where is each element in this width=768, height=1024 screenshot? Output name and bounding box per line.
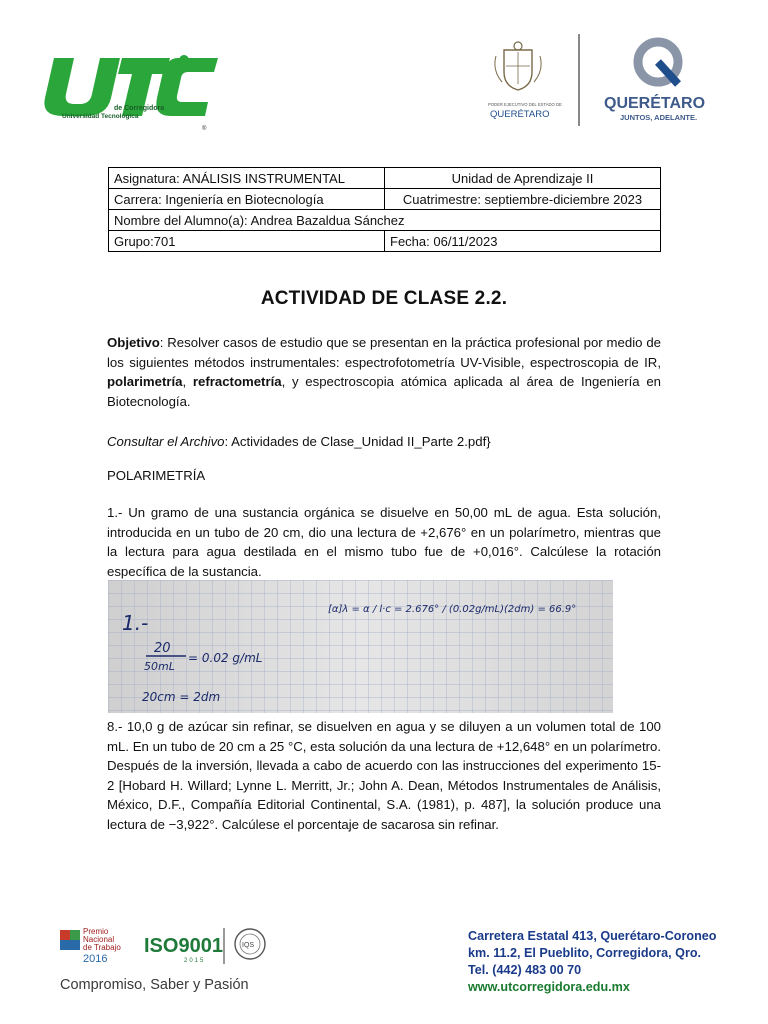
- premio-line3: de Trabajo: [83, 943, 121, 952]
- page-title: ACTIVIDAD DE CLASE 2.2.: [260, 288, 508, 309]
- objective-text: , y espectroscopia atómica aplicada al área de Ingeniería en Biotecnología.: [107, 374, 661, 409]
- consult-paragraph: [107, 432, 661, 452]
- note-frac-top: 20: [154, 641, 171, 656]
- objective-text: : Resolver casos de estudio que se presentan en la práctica profesional por medio de los siguientes métodos instrumentales: espectrofotometría UV-Visible, espectroscopia de IR,: [107, 335, 661, 370]
- table-cell: Unidad de Aprendizaje II: [385, 168, 661, 189]
- premio-line1: Premio: [83, 927, 109, 936]
- queretaro-logos: [486, 36, 726, 128]
- section-heading: POLARIMETRÍA: [107, 468, 206, 483]
- note-number: 1.-: [122, 611, 149, 635]
- table-cell: Grupo:701: [109, 231, 385, 252]
- iso-year: 2015: [184, 958, 206, 964]
- address-line-2: km. 11.2, El Pueblito, Corregidora, Qro.: [468, 946, 702, 960]
- consult-text: : Actividades de Clase_Unidad II_Parte 2.pdf}: [224, 434, 491, 449]
- question-1: 1.- Un gramo de una sustancia orgánica se disuelve en 50,00 mL de agua. Esta solución, introducida en un tubo de 20 cm, dio una lectura de +2,676° en un polarímetro, mientras que la lectura para agua destilada en el mismo tubo fue de +0,016°. Calcúlese la rotación específica de la sustancia.: [107, 505, 661, 579]
- uts-logo: [44, 50, 224, 132]
- premio-nacional-icon: [60, 930, 80, 950]
- qro-small-label: PODER EJECUTIVO DEL ESTADO DE: [488, 102, 562, 107]
- objective-label: Objetivo: [107, 335, 160, 350]
- note-frac-bottom: 50mL: [144, 660, 175, 673]
- website-link[interactable]: www.utcorregidora.edu.mx: [468, 980, 630, 994]
- objective-bold-polarimetria: polarimetría: [107, 374, 183, 389]
- objective-paragraph: [107, 333, 661, 411]
- uts-sub2: Universidad Tecnológica: [62, 113, 139, 120]
- info-table: [108, 167, 661, 252]
- iso-logo: ISO9001: [144, 935, 223, 957]
- note-concentration: = 0.02 g/mL: [188, 651, 263, 665]
- objective-text: ,: [182, 374, 193, 389]
- qro-brand: QUERÉTARO: [604, 95, 706, 112]
- table-row: [109, 231, 661, 252]
- objective-bold-refractometria: refractometría: [192, 374, 282, 389]
- queretaro-q-icon: [638, 42, 678, 84]
- table-row: [109, 189, 661, 210]
- table-cell: Cuatrimestre: septiembre-diciembre 2023: [385, 189, 661, 210]
- svg-text:IQS: IQS: [242, 942, 255, 949]
- table-cell: Nombre del Alumno(a): Andrea Bazaldua Sánchez: [109, 210, 661, 231]
- premio-line2: Nacional: [83, 935, 115, 944]
- note-length: 20cm = 2dm: [142, 690, 221, 704]
- qro-small-name: QUERÉTARO: [490, 109, 550, 120]
- table-row: [109, 168, 661, 189]
- premio-year: 2016: [83, 953, 108, 965]
- footer-address: [468, 928, 716, 996]
- note-formula: [α]λ = α / l·c = 2.676° / (0.02g/mL)(2dm) = 66.9°: [328, 604, 577, 615]
- footer-certification-logos: [58, 922, 278, 974]
- phone: Tel. (442) 483 00 70: [468, 963, 582, 977]
- coat-of-arms-icon: [495, 42, 541, 90]
- table-cell: Fecha: 06/11/2023: [385, 231, 661, 252]
- iqs-seal-icon: [235, 929, 265, 959]
- uts-sub1: de Corregidora: [114, 105, 165, 112]
- handwritten-solution-image: [108, 580, 613, 713]
- footer-slogan: Compromiso, Saber y Pasión: [60, 977, 249, 993]
- svg-text:®: ®: [202, 126, 207, 132]
- qro-tagline: JUNTOS, ADELANTE.: [620, 113, 698, 122]
- address-line-1: Carretera Estatal 413, Querétaro-Coroneo: [468, 929, 717, 943]
- question-8: 8.- 10,0 g de azúcar sin refinar, se disuelven en agua y se diluyen a un volumen total de 100 mL. En un tubo de 20 cm a 25 °C, esta solución da una lectura de +12,648° en un polarímetro. Después de la inversión, llevada a cabo de acuerdo con las instrucciones del experimento 15-2 [Hobard H. Willard; Lynne L. Merritt, Jr.; John A. Dean, Métodos Instrumentales de Análisis, México, D.F., Compañía Editorial Continental, S.A. (1981), p. 487], la solución produce una lectura de −3,922°. Calcúlese el porcentaje de sacarosa sin refinar.: [107, 719, 661, 832]
- table-cell: Carrera: Ingeniería en Biotecnología: [109, 189, 385, 210]
- table-cell: Asignatura: ANÁLISIS INSTRUMENTAL: [109, 168, 385, 189]
- table-row: [109, 210, 661, 231]
- consult-label: Consultar el Archivo: [107, 434, 225, 449]
